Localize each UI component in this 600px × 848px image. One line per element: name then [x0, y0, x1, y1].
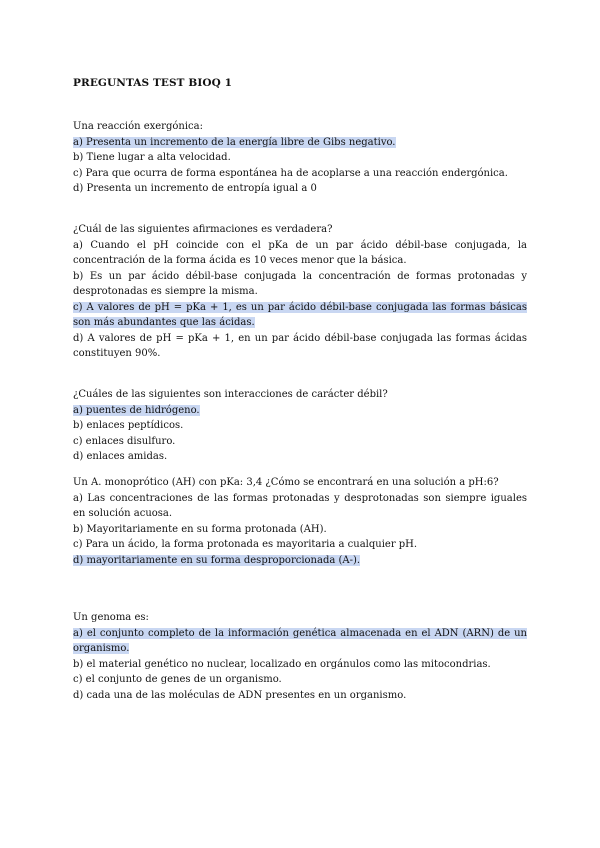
option-d: d) A valores de pH = pKa + 1, en un par ácido débil-base conjugada las formas ácidas constituyen 90%.: [73, 332, 527, 359]
question-2: [73, 222, 527, 362]
option-a: [73, 403, 527, 419]
question-stem: Un A. monoprótico (AH) con pKa: 3,4 ¿Cómo se encontrará en una solución a pH:6?: [73, 477, 499, 488]
question-stem: ¿Cuáles de las siguientes son interacciones de carácter débil?: [73, 389, 388, 400]
question-4: [73, 475, 527, 568]
option-c: c) enlaces disulfuro.: [73, 435, 176, 447]
question-1: [73, 119, 527, 197]
option-c: c) el conjunto de genes de un organismo.: [73, 674, 282, 685]
option-b: b) Es un par ácido débil-base conjugada la concentración de formas protonadas y desprotonadas es siempre la misma.: [73, 270, 527, 297]
option-d: d) enlaces amidas.: [73, 451, 168, 462]
option-a: a) Las concentraciones de las formas protonadas y desprotonadas son siempre iguales en solución acuosa.: [73, 492, 527, 519]
option-b: b) Tiene lugar a alta velocidad.: [73, 152, 231, 163]
option-c: c) Para que ocurra de forma espontánea ha de acoplarse a una reacción endergónica.: [73, 167, 508, 179]
highlighted-answer: a) Presenta un incremento de la energía libre de Gibs negativo.: [73, 136, 396, 148]
question-stem: ¿Cuál de las siguientes afirmaciones es verdadera?: [73, 224, 333, 235]
highlighted-answer: d) mayoritariamente en su forma desproporcionada (A-).: [73, 554, 361, 566]
question-stem: Un genoma es:: [73, 612, 149, 623]
option-d: [73, 553, 527, 569]
option-b: b) el material genético no nuclear, localizado en orgánulos como las mitocondrias.: [73, 658, 491, 670]
document-title: PREGUNTAS TEST BIOQ 1: [73, 77, 232, 89]
option-c: [73, 300, 527, 331]
option-b: b) Mayoritariamente en su forma protonada (AH).: [73, 523, 327, 535]
question-5: [73, 610, 527, 703]
highlighted-answer: a) puentes de hidrógeno.: [73, 404, 200, 416]
option-d: d) Presenta un incremento de entropía igual a 0: [73, 183, 317, 194]
option-a: [73, 626, 527, 657]
option-a: [73, 135, 527, 151]
highlighted-answer: c) A valores de pH = pKa + 1, es un par ácido débil-base conjugada las formas básicas son más abundantes que las ácidas.: [73, 301, 527, 328]
option-b: b) enlaces peptídicos.: [73, 420, 184, 431]
question-3: [73, 387, 527, 465]
option-a: a) Cuando el pH coincide con el pKa de un par ácido débil-base conjugada, la concentración de la forma ácida es 10 veces menor que la básica.: [73, 239, 527, 266]
option-d: d) cada una de las moléculas de ADN presentes en un organismo.: [73, 689, 407, 701]
option-c: c) Para un ácido, la forma protonada es mayoritaria a cualquier pH.: [73, 539, 418, 550]
highlighted-answer: a) el conjunto completo de la información genética almacenada en el ADN (ARN) de un organismo.: [73, 627, 527, 654]
question-stem: Una reacción exergónica:: [73, 121, 203, 132]
